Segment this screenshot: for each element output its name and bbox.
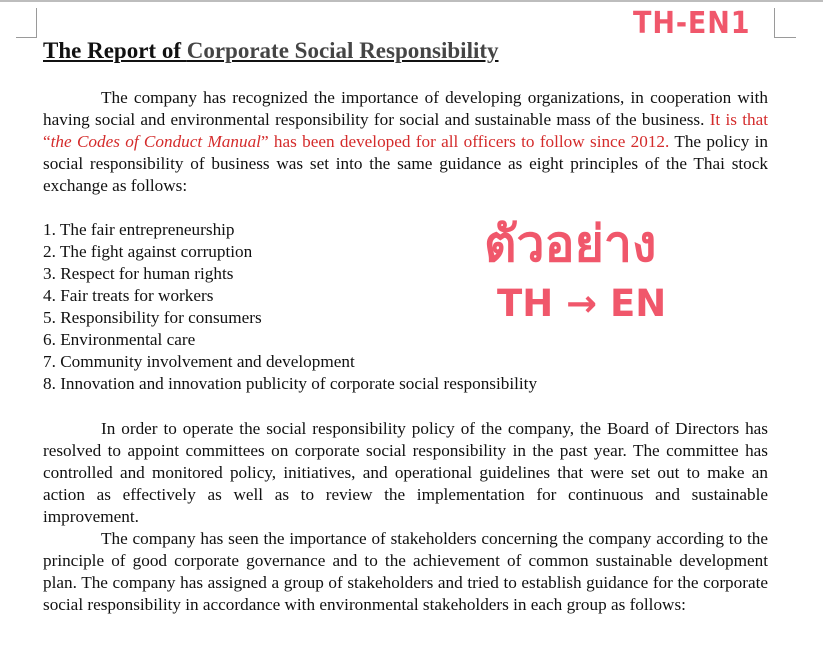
margin-corner-mark-right	[774, 8, 775, 38]
handwritten-thai-example-word: ตัวอย่าง	[484, 215, 657, 273]
highlight-part-b: ” has been developed for all officers to follow since 2012.	[260, 132, 670, 151]
list-item: 3. Respect for human rights	[43, 264, 234, 283]
board-paragraph: In order to operate the social responsibility policy of the company, the Board of Directors has resolved to appoint committees on corporate social responsibility in the past year. The committee has controlled and monitored policy, initiatives, and operational guidelines that were set out to make an action as effectively as well as to review the implementation for continuous and sustainable improvement.	[43, 419, 768, 526]
list-item: 5. Responsibility for consumers	[43, 308, 262, 327]
list-item: 2. The fight against corruption	[43, 242, 253, 261]
list-item: 8. Innovation and innovation publicity of corporate social responsibility	[43, 374, 538, 393]
codes-of-conduct-title: the Codes of Conduct Manual	[50, 132, 261, 151]
intro-text-b: The policy in social responsibility of business was set into the same guidance as eight principles of the Thai stock exchange as follows:	[43, 132, 768, 195]
list-item: 7. Community involvement and development	[43, 352, 355, 371]
list-item: 4. Fair treats for workers	[43, 286, 214, 305]
handwritten-tag-th-en1: TH-EN1	[633, 6, 751, 41]
margin-corner-mark-right-horizontal	[774, 37, 796, 38]
margin-corner-mark-left	[36, 8, 37, 38]
highlight-part-a: It is that “	[43, 110, 768, 151]
title-plain: The Report of	[43, 38, 187, 63]
list-item: 6. Environmental care	[43, 330, 196, 349]
margin-corner-mark-left-horizontal	[16, 37, 37, 38]
principles-list	[43, 219, 537, 395]
handwritten-direction-th-to-en: TH → EN	[497, 282, 667, 325]
stakeholders-paragraph: The company has seen the importance of stakeholders concerning the company according to the principle of good corporate governance and to the achievement of common sustainable development plan. The company has assigned a group of stakeholders and tried to establish guidance for the corporate social responsibility in accordance with environmental stakeholders in each group as follows:	[43, 529, 768, 614]
intro-text-a: The company has recognized the importance of developing organizations, in cooperation with having social and environmental responsibility for social and sustainable mass of the business.	[43, 88, 768, 129]
intro-paragraph	[43, 87, 768, 197]
page-title	[43, 38, 499, 64]
list-item: 1. The fair entrepreneurship	[43, 220, 235, 239]
title-accent: Corporate Social Responsibility	[186, 38, 499, 63]
page-top-border	[0, 0, 823, 2]
